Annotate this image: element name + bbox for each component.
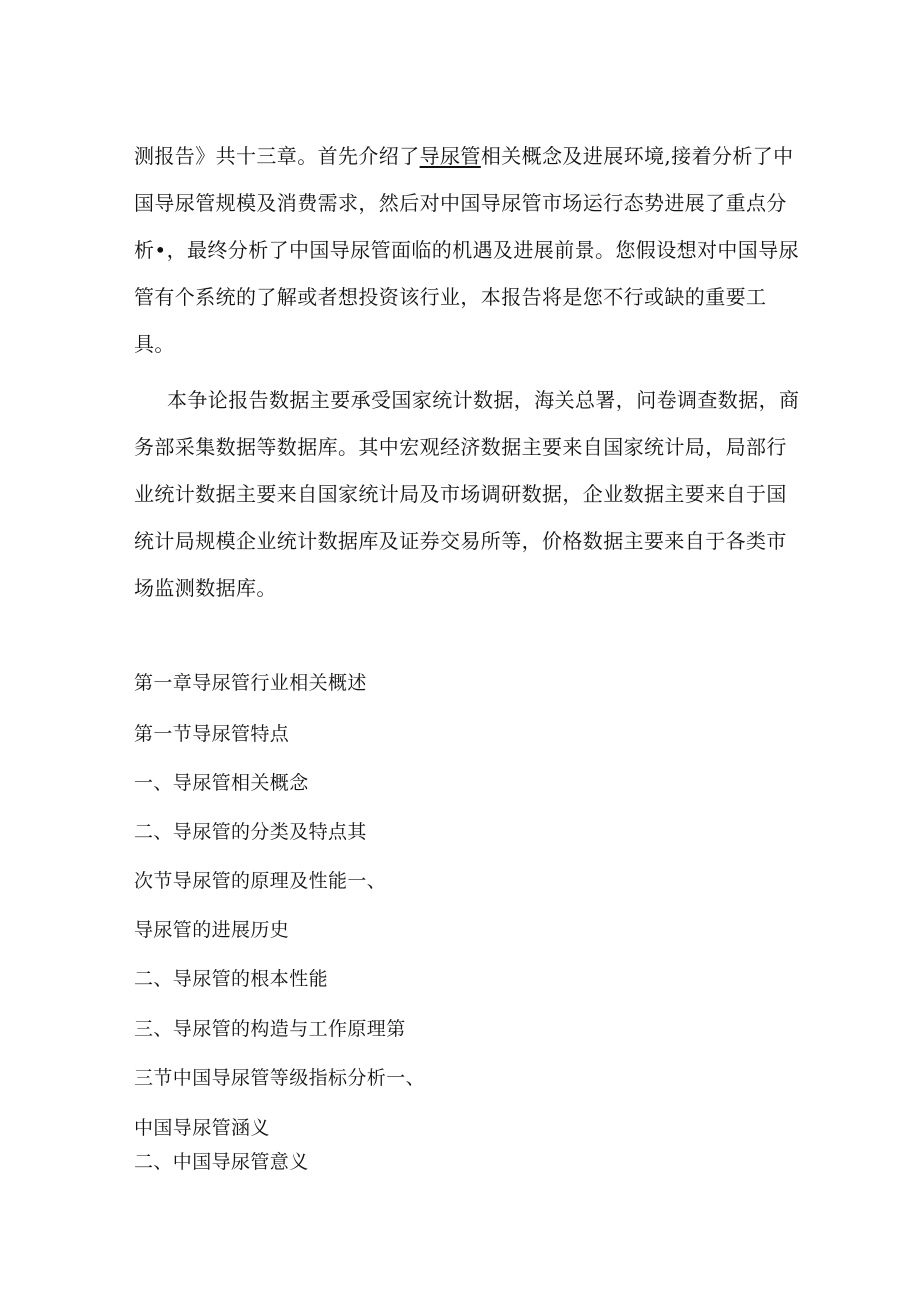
- toc-section-heading[interactable]: 第一节导尿管特点: [134, 723, 290, 745]
- intro-line-1-text: 测报告》共十三章。首先介绍了: [134, 144, 420, 168]
- catheter-link[interactable]: 导尿管: [419, 144, 481, 168]
- intro-line-1-rest: 相关概念及进展环境,接着分析了中: [480, 144, 794, 168]
- intro-line-3: 析•，最终分析了中国导尿管面临的机遇及进展前景。您假设想对中国导尿: [134, 238, 799, 262]
- intro-line-5: 具。: [134, 332, 175, 356]
- sources-line: 业统计数据主要来自国家统计局及市场调研数据，企业数据主要来自于国: [134, 482, 787, 506]
- sources-line: 本争论报告数据主要承受国家统计数据，海关总署，问卷调查数据，商: [167, 388, 800, 412]
- sources-line: 场监测数据库。: [134, 576, 277, 600]
- toc-item[interactable]: 一、导尿管相关概念: [134, 772, 309, 794]
- toc-chapter-heading[interactable]: 第一章导尿管行业相关概述: [134, 672, 367, 694]
- toc-item[interactable]: 导尿管的进展历史: [134, 919, 290, 941]
- sources-line: 统计局规模企业统计数据库及证券交易所等，价格数据主要来自于各类市: [134, 529, 787, 553]
- toc-item[interactable]: 三节中国导尿管等级指标分析一、: [134, 1067, 426, 1089]
- toc-item[interactable]: 次节导尿管的原理及性能一、: [134, 870, 387, 892]
- toc-item[interactable]: 三、导尿管的构造与工作原理第: [134, 1018, 406, 1040]
- intro-line-1: [134, 133, 794, 180]
- data-sources-paragraph: [134, 377, 800, 612]
- intro-line-4: 管有个系统的了解或者想投资该行业，本报告将是您不行或缺的重要工: [134, 285, 767, 309]
- toc-item[interactable]: 二、导尿管的根本性能: [134, 968, 329, 990]
- intro-line-2: 国导尿管规模及消费需求，然后对中国导尿管市场运行态势进展了重点分: [134, 191, 787, 215]
- toc-item[interactable]: 二、导尿管的分类及特点其: [134, 821, 367, 843]
- sources-line: 务部采集数据等数据库。其中宏观经济数据主要来自国家统计局，局部行: [134, 435, 787, 459]
- toc-item[interactable]: 二、中国导尿管意义: [134, 1151, 309, 1173]
- toc-item[interactable]: 中国导尿管涵义: [134, 1117, 270, 1139]
- intro-paragraph: [134, 133, 799, 368]
